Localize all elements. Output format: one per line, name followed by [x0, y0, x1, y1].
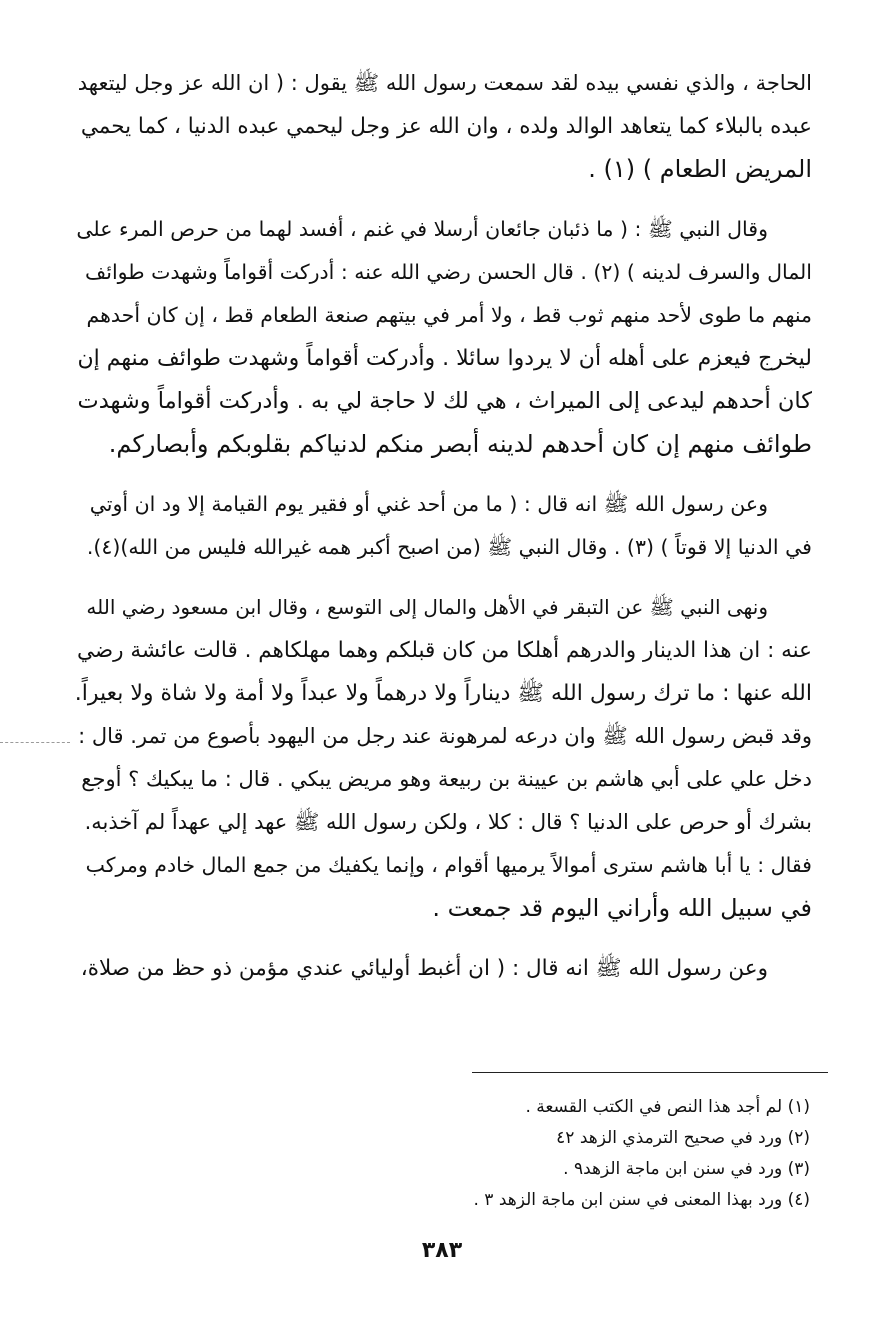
text-line: وعن رسول الله ﷺ انه قال : ( ان أغبط أوليائي عندي مؤمن ذو حظ من صلاة،: [80, 956, 768, 981]
text-line: ليخرج فيعزم على أهله أن لا يردوا سائلا . وأدركت أقواماً وشهدت طوائف منهم إن: [77, 346, 812, 371]
text-line: وقد قبض رسول الله ﷺ وان درعه لمرهونة عند رجل من اليهود بأصوع من تمر. قال :: [78, 724, 812, 748]
scan-artifact-line: [0, 742, 70, 743]
text-line: عبده بالبلاء كما يتعاهد الوالد ولده ، وان الله عز وجل ليحمي عبده الدنيا ، كما يحمي: [80, 114, 812, 139]
text-line: وقال النبي ﷺ : ( ما ذئبان جائعان أرسلا في غنم ، أفسد لهما من حرص المرء على: [76, 217, 768, 241]
text-line: في الدنيا إلا قوتاً ) (٣) . وقال النبي ﷺ (من اصبح أكبر همه غيرالله فليس من الله)(٤).: [86, 535, 812, 559]
text-line: في سبيل الله وأراني اليوم قد جمعت .: [432, 894, 812, 922]
text-line: كان أحدهم ليدعى إلى الميراث ، هي لك لا حاجة لي به . وأدركت أقواماً وشهدت: [77, 388, 812, 414]
paragraph-3: [74, 483, 812, 569]
footnote-3: (٣) ورد في سنن ابن ماجة الزهد٩ .: [563, 1159, 810, 1179]
main-text: [74, 62, 812, 1007]
footnote-2: (٢) ورد في صحيح الترمذي الزهد ٤٢: [556, 1128, 810, 1148]
text-line: وعن رسول الله ﷺ انه قال : ( ما من أحد غني أو فقير يوم القيامة إلا ود ان أوتي: [89, 492, 768, 516]
paragraph-4: [74, 586, 812, 930]
text-line: دخل علي على أبي هاشم بن عيينة بن ربيعة وهو مريض يبكي . قال : ما يبكيك ؟ أوجع: [81, 767, 812, 791]
text-line: فقال : يا أبا هاشم سترى أموالاً يرميها أقوام ، وإنما يكفيك من جمع المال خادم ومركب: [85, 853, 812, 877]
footnotes: [300, 1092, 810, 1216]
paragraph-1: [74, 62, 812, 191]
paragraph-2: [74, 208, 812, 466]
text-line: الله عنها : ما ترك رسول الله ﷺ ديناراً ولا درهماً ولا عبداً ولا أمة ولا شاة ولا بعيراً.: [74, 681, 812, 706]
page-number: ٣٨٣: [421, 1238, 463, 1263]
text-line: ونهى النبي ﷺ عن التبقر في الأهل والمال إلى التوسع ، وقال ابن مسعود رضي الله: [86, 595, 768, 619]
paragraph-5: [74, 947, 812, 990]
footnote-separator: [472, 1072, 828, 1073]
footnote-4: (٤) ورد بهذا المعنى في سنن ابن ماجة الزهد ٣ .: [473, 1190, 810, 1210]
text-line: منهم ما طوى لأحد منهم ثوب قط ، ولا أمر في بيتهم صنعة الطعام قط ، إن كان أحدهم: [86, 303, 812, 327]
text-line: بشرك أو حرص على الدنيا ؟ قال : كلا ، ولكن رسول الله ﷺ عهد إلي عهداً لم آخذبه.: [84, 810, 812, 834]
footnote-1: (١) لم أجد هذا النص في الكتب القسعة .: [525, 1097, 810, 1117]
text-line: عنه : ان هذا الدينار والدرهم أهلكا من كان قبلكم وهما مهلكاهم . قالت عائشة رضي: [76, 638, 812, 663]
text-line: طوائف منهم إن كان أحدهم لدينه أبصر منكم لدنياكم بقلوبكم وأبصاركم.: [108, 430, 812, 458]
text-line: المريض الطعام ) (١) .: [588, 155, 812, 183]
text-line: الحاجة ، والذي نفسي بيده لقد سمعت رسول الله ﷺ يقول : ( ان الله عز وجل ليتعهد: [77, 71, 812, 95]
text-line: المال والسرف لدينه ) (٢) . قال الحسن رضي الله عنه : أدركت أقواماً وشهدت طوائف: [85, 260, 812, 284]
